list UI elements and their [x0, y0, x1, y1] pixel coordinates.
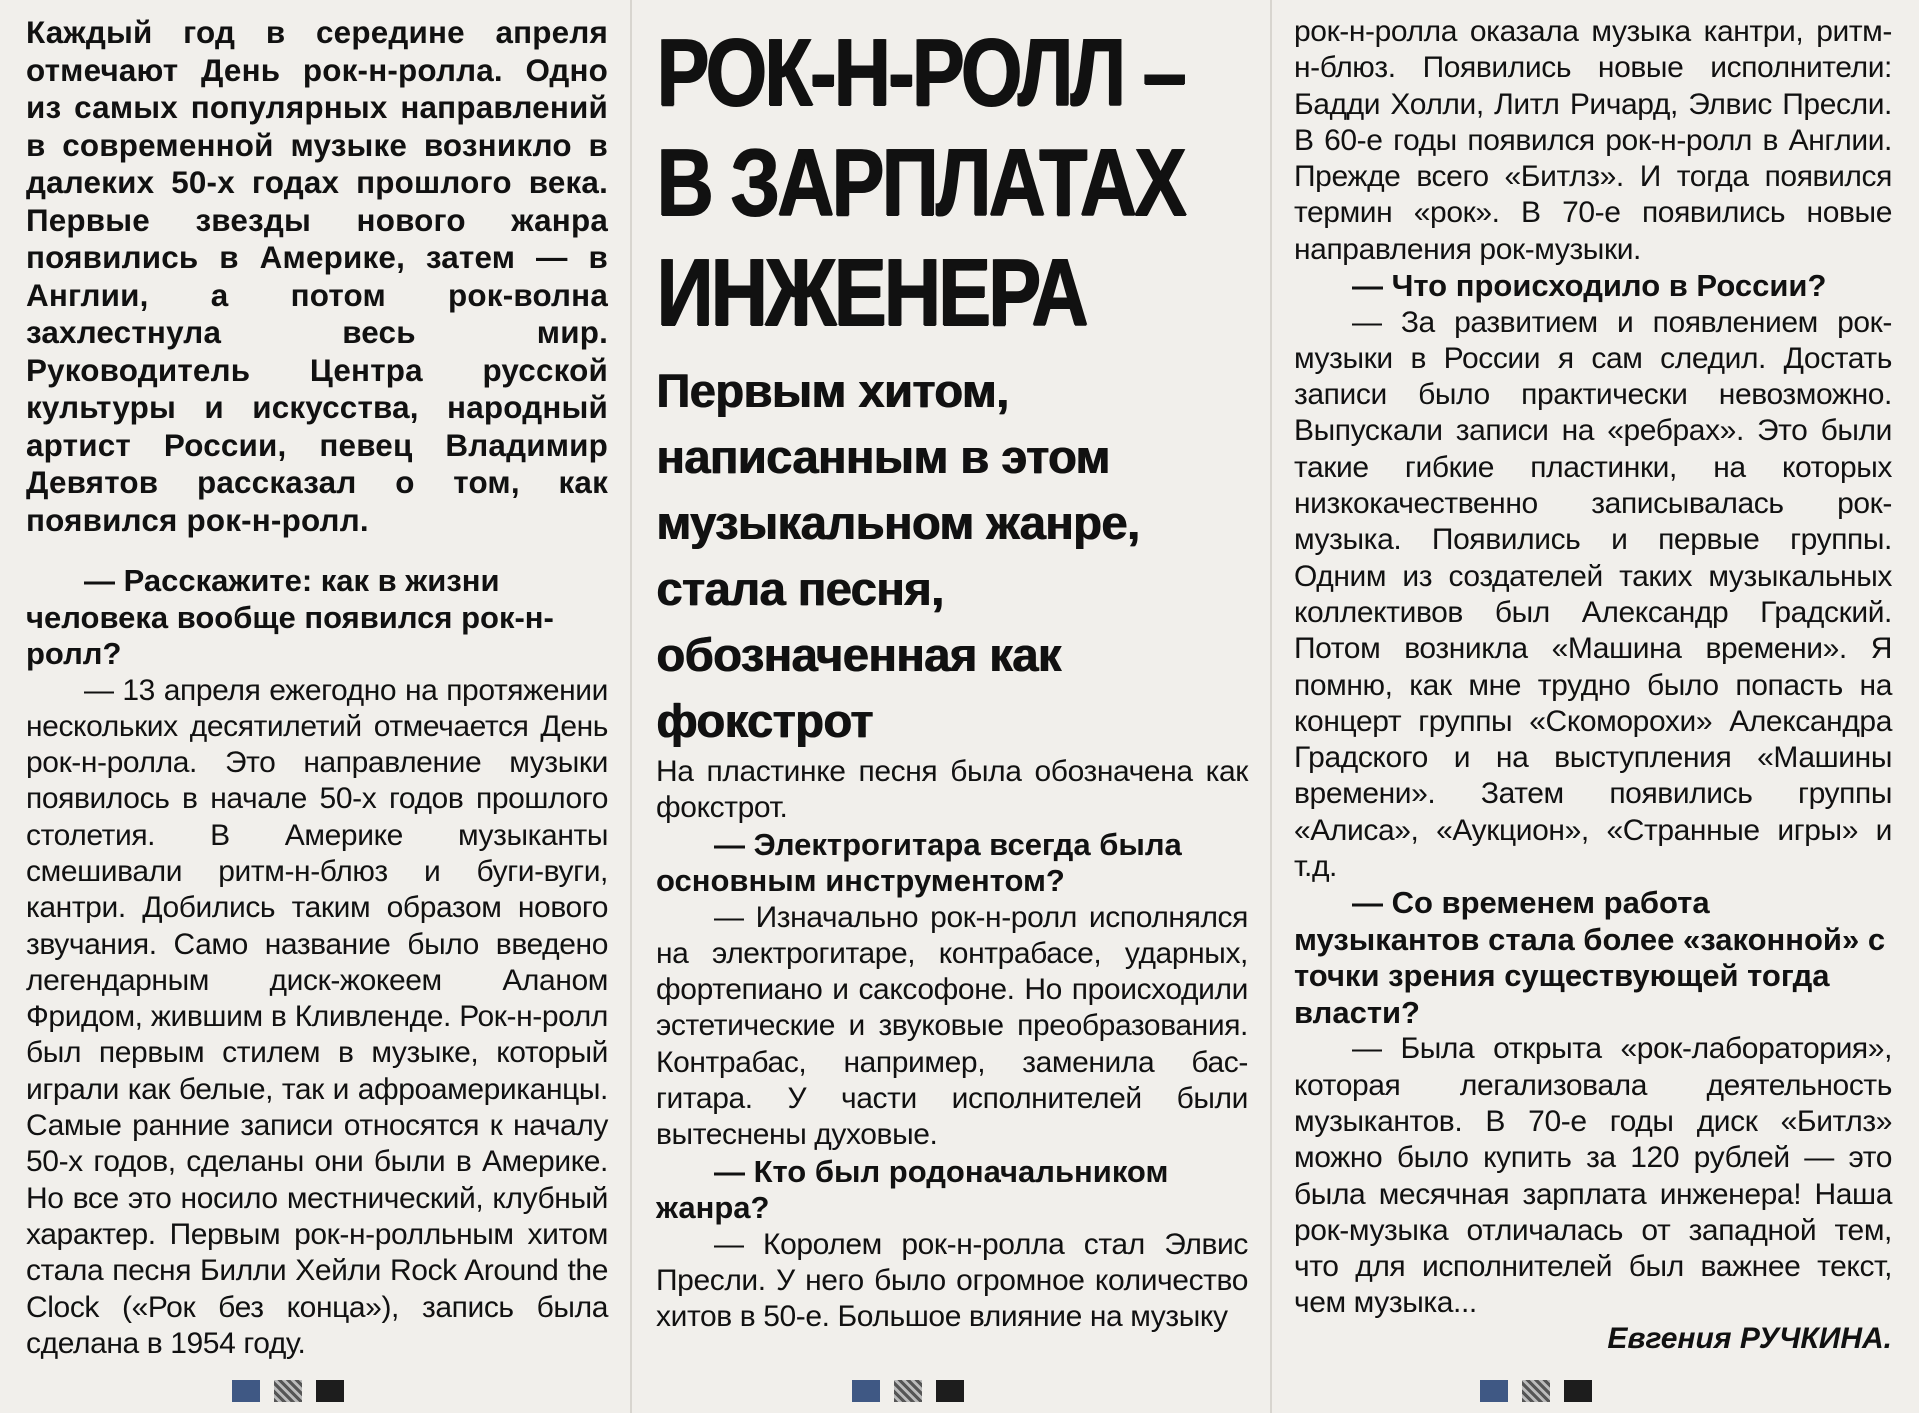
column-1: [26, 14, 608, 1362]
print-mark-blue: [232, 1380, 260, 1402]
question-1: — Расскажите: как в жизни человека вообще появился рок-н-ролл?: [26, 563, 554, 671]
print-mark-black: [1564, 1380, 1592, 1402]
headline-line-1: РОК-Н-РОЛЛ –: [656, 19, 1184, 126]
print-mark-blue: [1480, 1380, 1508, 1402]
headline-line-2: В ЗАРПЛАТАХ: [656, 129, 1184, 236]
column-rule: [1270, 0, 1272, 1413]
print-mark-black: [936, 1380, 964, 1402]
print-mark-gray: [894, 1380, 922, 1402]
intro-lead: Каждый год в середине апреля отмечают День рок-н-ролла. Одно из самых популярных направлений в современной музыке возникло в далеких 50-х годах прошлого века. Первые звезды нового жанра появились в Америке, затем — в Англии, а потом рок-волна захлестнула весь мир. Руководитель Центра русской культуры и искусства, народный артист России, певец Владимир Девятов рассказал о том, как появился рок-н-ролл.: [26, 15, 608, 538]
column-rule: [630, 0, 632, 1413]
print-mark-gray: [274, 1380, 302, 1402]
answer-1: — 13 апреля ежегодно на протяжении нескольких десятилетий отмечается День рок-н-ролла. Это направление музыки появилось в начале 50-х годов прошлого столетия. В Америке музыканты смешивали ритм-н-блюз и буги-вуги, кантри. Добились таким образом нового звучания. Само название было введено легендарным диск-жокеем Аланом Фридом, жившим в Кливленде. Рок-н-ролл был первым стилем в музыке, который играли как белые, так и афроамериканцы. Самые ранние записи относятся к началу 50-х годов, сделаны они были в Америке. Но все это носило местнический, клубный характер. Первым рок-н-ролльным хитом стала песня Билли Хейли Rock Around the Clock («Рок без конца»), запись была сделана в 1954 году.: [26, 673, 608, 1360]
print-marks: [852, 1380, 964, 1402]
print-mark-black: [316, 1380, 344, 1402]
author-last-name: РУЧКИНА.: [1739, 1321, 1892, 1355]
author-signature: [1607, 1322, 1892, 1356]
headline-line-3: ИНЖЕНЕРА: [656, 239, 1086, 346]
paragraph-continuation: рок-н-ролла оказала музыка кантри, ритм-н-блюз. Появились новые исполнители: Бадди Холли, Литл Ричард, Элвис Пресли. В 60-е годы появился рок-н-ролл в Англии. Прежде всего «Битлз». И тогда появился термин «рок». В 70-е появились новые направления рок-музыки.: [1294, 15, 1892, 266]
answer-4: — За развитием и появлением рок-музыки в России я сам следил. Достать записи было практически невозможно. Выпускали записи на «ребрах». Это были такие гибкие пластинки, на которых низкокачественно записывалась рок-музыка. Появились и первые группы. Одним из создателей таких музыкальных коллективов был Александр Градский. Потом возникла «Машина времени». Я помню, как мне трудно было попасть на концерт группы «Скоморохи» Александра Градского и на выступления «Машины времени». Затем появились группы «Алиса», «Аукцион», «Странные игры» и т.д.: [1294, 305, 1892, 884]
paragraph-foxtrot: На пластинке песня была обозначена как фокстрот.: [656, 755, 1248, 825]
spacer: [26, 539, 608, 563]
answer-5: — Была открыта «рок-лаборатория», которая легализовала деятельность музыкантов. В 70-е годы диск «Битлз» можно было купить за 120 рублей — это была месячная зарплата инженера! Наша рок-музыка отличалась от западной тем, что для исполнителей был важнее текст, чем музыка...: [1294, 1032, 1892, 1320]
column-3: [1294, 14, 1892, 1366]
signature-row: [1294, 1322, 1892, 1366]
question-5: — Со временем работа музыкантов стала более «законной» с точки зрения существующей тогда власти?: [1294, 885, 1886, 1030]
column-2: [656, 14, 1248, 1336]
author-first-name: Евгения: [1607, 1321, 1732, 1355]
print-mark-blue: [852, 1380, 880, 1402]
answer-2: — Изначально рок-н-ролл исполнялся на электрогитаре, контрабасе, ударных, фортепиано и саксофоне. Но происходили эстетические и звуковые преобразования. Контрабас, например, заменила бас-гитара. У части исполнителей были вытеснены духовые.: [656, 900, 1248, 1152]
print-mark-gray: [1522, 1380, 1550, 1402]
print-marks: [232, 1380, 344, 1402]
question-3: — Кто был родоначальником жанра?: [656, 1153, 1169, 1226]
question-2: — Электрогитара всегда была основным инструментом?: [656, 826, 1182, 899]
answer-3: — Королем рок-н-ролла стал Элвис Пресли. У него было огромное количество хитов в 50-е. Большое влияние на музыку: [656, 1227, 1248, 1334]
question-4: — Что происходило в России?: [1352, 268, 1827, 304]
subheadline: Первым хитом, написанным в этом музыкальном жанре, стала песня, обозначенная как фокстрот: [656, 364, 1140, 747]
headline-block: [656, 19, 1248, 358]
print-marks: [1480, 1380, 1592, 1402]
